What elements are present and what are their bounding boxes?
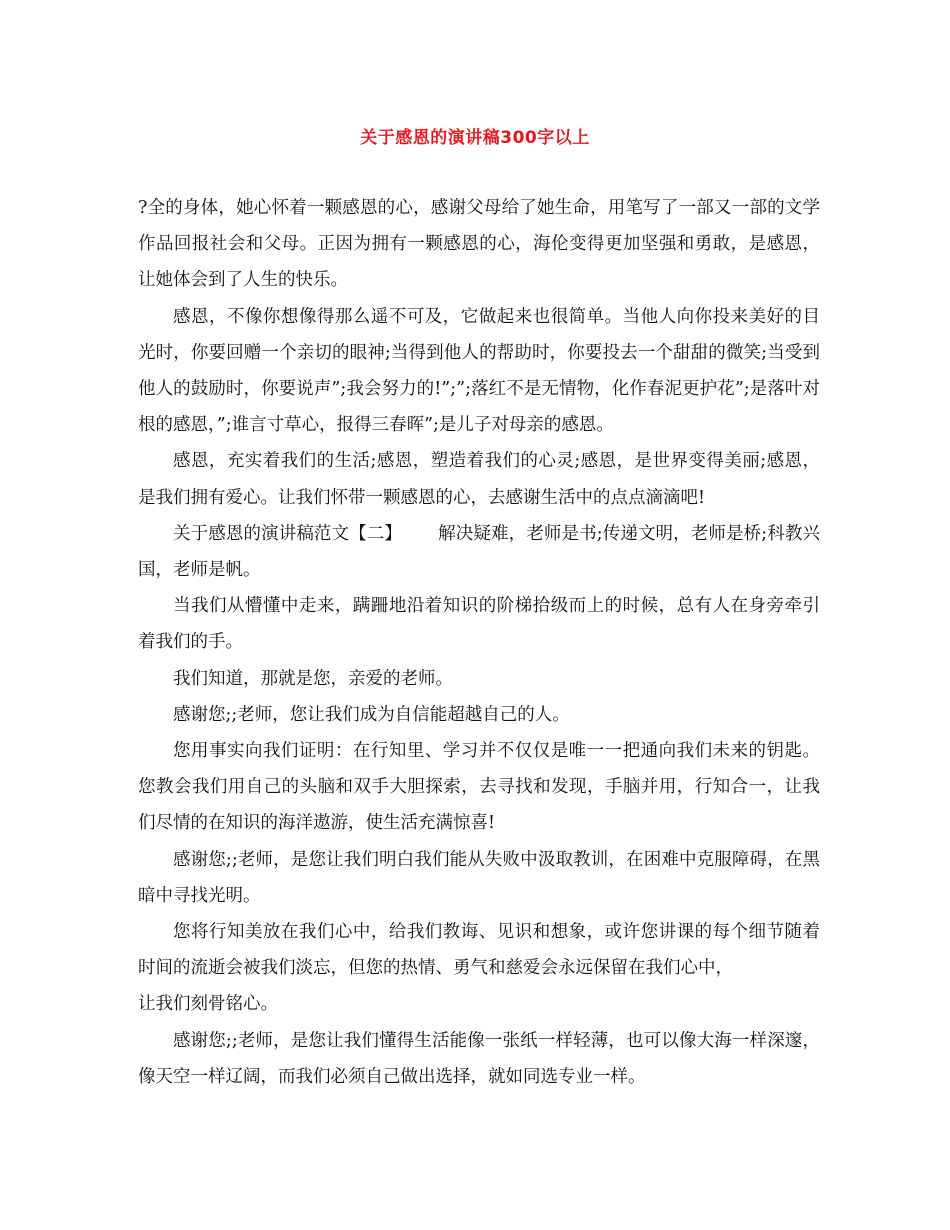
paragraph-1: ?全的身体，她心怀着一颗感恩的心，感谢父母给了她生命，用笔写了一部又一部的文学作品回报社会和父母。正因为拥有一颗感恩的心，海伦变得更加坚强和勇敢，是感恩，让她体会到了人生的快乐。	[138, 198, 820, 291]
paragraph-4-text: 解决疑难，老师是书;传递文明，老师是桥;科教兴国，老师是帆。	[138, 523, 821, 581]
section-heading: 关于感恩的演讲稿范文【二】	[173, 523, 403, 544]
document-title: 关于感恩的演讲稿300字以上	[360, 128, 590, 148]
paragraph-3: 感恩，充实着我们的生活;感恩，塑造着我们的心灵;感恩，是世界变得美丽;感恩，是我们拥有爱心。让我们怀带一颗感恩的心，去感谢生活中的点点滴滴吧!	[138, 451, 820, 508]
paragraph-11: 让我们刻骨铭心。	[138, 994, 278, 1015]
paragraph-9: 感谢您;;老师，是您让我们明白我们能从失败中汲取教训，在困难中克服障碍，在黑暗中寻找光明。	[138, 849, 820, 906]
paragraph-12: 感谢您;;老师，是您让我们懂得生活能像一张纸一样轻薄，也可以像大海一样深邃，像天空一样辽阔，而我们必须自己做出选择，就如同选专业一样。	[138, 1030, 820, 1087]
paragraph-5: 当我们从懵懂中走来，蹒跚地沿着知识的阶梯拾级而上的时候，总有人在身旁牵引着我们的手。	[138, 596, 820, 653]
paragraph-8: 您用事实向我们证明：在行知里、学习并不仅仅是唯一一把通向我们未来的钥匙。您教会我们用自己的头脑和双手大胆探索，去寻找和发现，手脑并用，行知合一，让我们尽情的在知识的海洋遨游，使生活充满惊喜!	[138, 741, 820, 834]
document-body	[138, 190, 820, 1095]
paragraph-10: 您将行知美放在我们心中，给我们教诲、见识和想象，或许您讲课的每个细节随着时间的流逝会被我们淡忘，但您的热情、勇气和慈爱会永远保留在我们心中，	[138, 922, 820, 979]
paragraph-7: 感谢您;;老师，您让我们成为自信能超越自己的人。	[173, 704, 570, 725]
paragraph-6: 我们知道，那就是您，亲爱的老师。	[173, 668, 453, 689]
paragraph-2: 感恩，不像你想像得那么遥不可及，它做起来也很简单。当他人向你投来美好的目光时，你要回赠一个亲切的眼神;当得到他人的帮助时，你要投去一个甜甜的微笑;当受到他人的鼓励时，你要说声”;我会努力的!”;”;落红不是无情物，化作春泥更护花”;是落叶对根的感恩，”;谁言寸草心，报得三春晖”;是儿子对母亲的感恩。	[138, 306, 820, 436]
paragraph-4	[138, 516, 820, 588]
